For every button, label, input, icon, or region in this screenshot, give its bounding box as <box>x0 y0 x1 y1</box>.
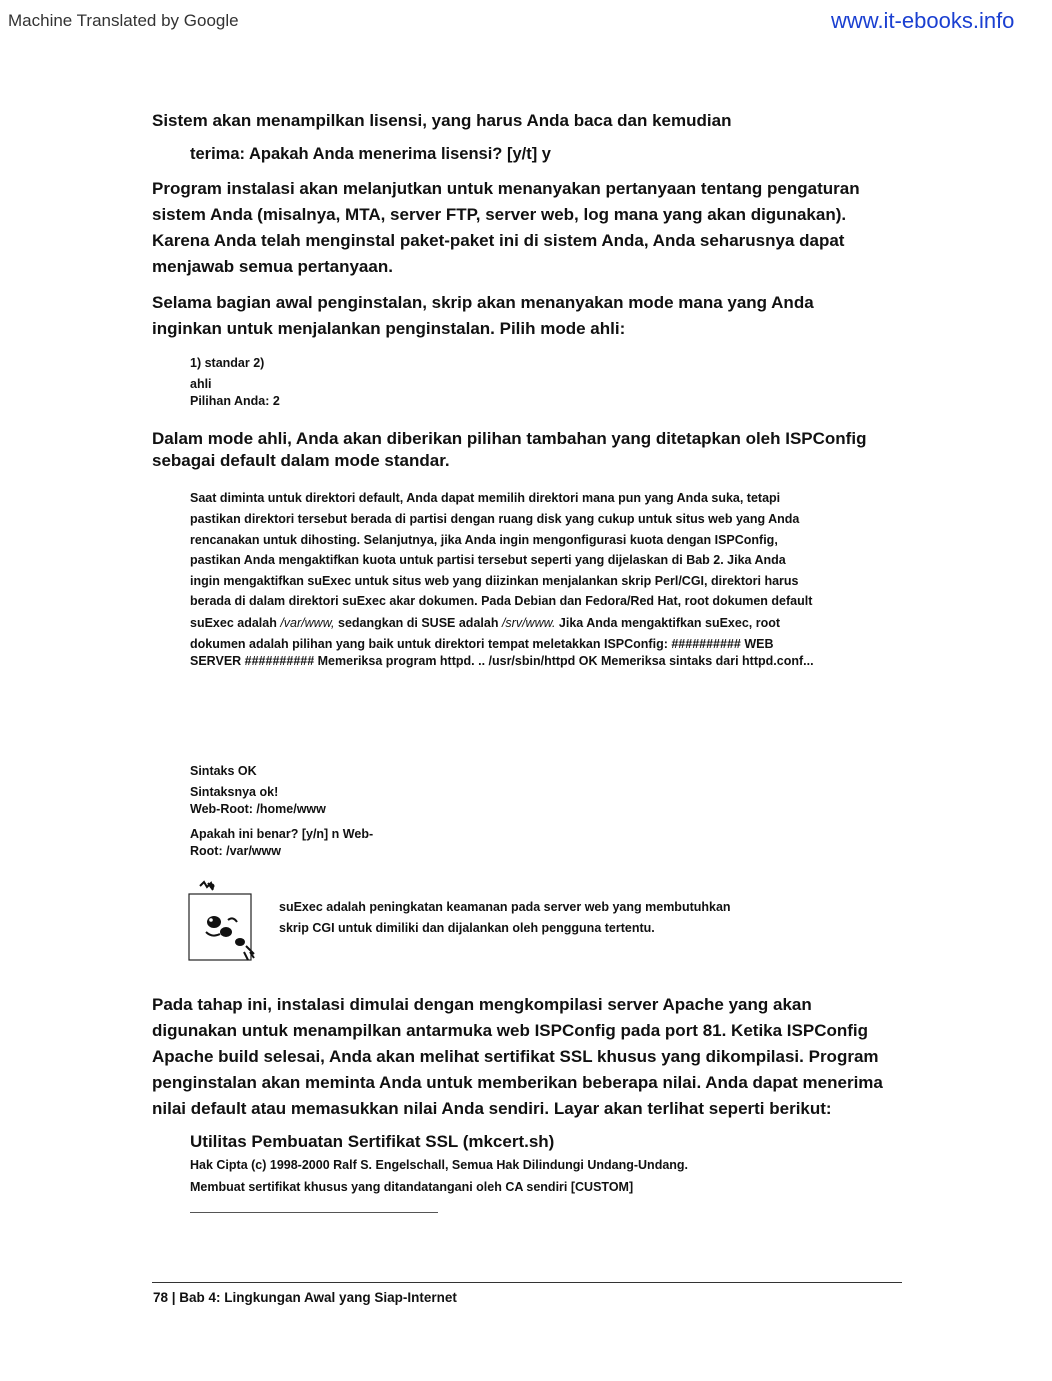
code-line: Root: /var/www <box>190 844 281 858</box>
code-line: 1) standar 2) <box>190 356 265 370</box>
paragraph-line: Sistem akan menampilkan lisensi, yang harus Anda baca dan kemudian <box>152 111 732 130</box>
note-line: dokumen adalah pilihan yang baik untuk direktori tempat meletakkan ISPConfig: ########## WEB <box>190 637 774 651</box>
code-line: Sintaksnya ok! <box>190 785 279 799</box>
paragraph-line: Pada tahap ini, instalasi dimulai dengan mengkompilasi server Apache yang akan <box>152 995 812 1014</box>
note-line: rencanakan untuk dihosting. Selanjutnya, jika Anda ingin mengonfigurasi kuota dengan ISPConfig, <box>190 533 778 547</box>
site-link[interactable]: www.it-ebooks.info <box>831 8 1015 33</box>
paragraph-line: Program instalasi akan melanjutkan untuk menanyakan pertanyaan tentang pengaturan <box>152 179 860 198</box>
note-line: ingin mengaktifkan suExec untuk situs web yang diizinkan menjalankan skrip Perl/CGI, direktori harus <box>190 574 799 588</box>
code-line: Hak Cipta (c) 1998-2000 Ralf S. Engelschall, Semua Hak Dilindungi Undang-Undang. <box>190 1158 689 1172</box>
note-line: pastikan Anda mengaktifkan kuota untuk partisi tersebut seperti yang dijelaskan di Bab 2. Jika Anda <box>190 553 786 567</box>
code-heading: Utilitas Pembuatan Sertifikat SSL (mkcert.sh) <box>190 1132 555 1151</box>
note-text: suExec adalah <box>190 616 281 630</box>
note-line: Saat diminta untuk direktori default, Anda dapat memilih direktori mana pun yang Anda suka, tetapi <box>190 491 781 505</box>
machine-translated-label: Machine Translated by Google <box>8 11 239 30</box>
crow-note-icon <box>188 880 268 964</box>
dashed-separator <box>190 1212 438 1213</box>
paragraph-line: Karena Anda telah menginstal paket-paket ini di sistem Anda, Anda seharusnya dapat <box>152 231 845 250</box>
paragraph-line: inginkan untuk menjalankan penginstalan. Pilih mode ahli: <box>152 319 626 338</box>
paragraph-line: sistem Anda (misalnya, MTA, server FTP, server web, log mana yang akan digunakan). <box>152 205 847 224</box>
paragraph-line: nilai default atau memasukkan nilai Anda sendiri. Layar akan terlihat seperti berikut: <box>152 1099 832 1118</box>
code-line: Membuat sertifikat khusus yang ditandatangani oleh CA sendiri [CUSTOM] <box>190 1180 634 1194</box>
footer-rule <box>152 1282 902 1283</box>
code-line: Apakah ini benar? [y/n] n Web- <box>190 827 374 841</box>
code-line: ahli <box>190 377 212 391</box>
paragraph-line: Apache build selesai, Anda akan melihat sertifikat SSL khusus yang dikompilasi. Program <box>152 1047 879 1066</box>
note-text: sedangkan di SUSE adalah <box>334 616 502 630</box>
path-text: /var/www, <box>280 616 335 630</box>
paragraph-line: menjawab semua pertanyaan. <box>152 257 393 276</box>
note-line-mixed <box>190 613 780 634</box>
note-line: pastikan direktori tersebut berada di partisi dengan ruang disk yang cukup untuk situs web yang Anda <box>190 512 800 526</box>
note-line: berada di dalam direktori suExec akar dokumen. Pada Debian dan Fedora/Red Hat, root dokumen default <box>190 594 813 608</box>
paragraph-line: penginstalan akan meminta Anda untuk memberikan beberapa nilai. Anda dapat menerima <box>152 1073 883 1092</box>
path-text: /srv/www. <box>501 616 556 630</box>
note-text: Jika Anda mengaktifkan suExec, root <box>555 616 781 630</box>
page-footer: 78 | Bab 4: Lingkungan Awal yang Siap-Internet <box>153 1290 457 1305</box>
code-line: Web-Root: /home/www <box>190 802 326 816</box>
tip-line: suExec adalah peningkatan keamanan pada server web yang membutuhkan <box>279 900 731 914</box>
paragraph-line: sebagai default dalam mode standar. <box>152 451 450 470</box>
paragraph-line: Dalam mode ahli, Anda akan diberikan pilihan tambahan yang ditetapkan oleh ISPConfig <box>152 429 867 448</box>
tip-line: skrip CGI untuk dimiliki dan dijalankan oleh pengguna tertentu. <box>279 921 655 935</box>
paragraph-line: terima: Apakah Anda menerima lisensi? [y/t] y <box>190 145 551 163</box>
code-line: Sintaks OK <box>190 764 257 778</box>
code-line: Pilihan Anda: 2 <box>190 394 280 408</box>
paragraph-line: Selama bagian awal penginstalan, skrip akan menanyakan mode mana yang Anda <box>152 293 814 312</box>
note-line: SERVER ########## Memeriksa program httpd. .. /usr/sbin/httpd OK Memeriksa sintaks dari httpd.conf... <box>190 654 814 668</box>
paragraph-line: digunakan untuk menampilkan antarmuka web ISPConfig pada port 81. Ketika ISPConfig <box>152 1021 869 1040</box>
